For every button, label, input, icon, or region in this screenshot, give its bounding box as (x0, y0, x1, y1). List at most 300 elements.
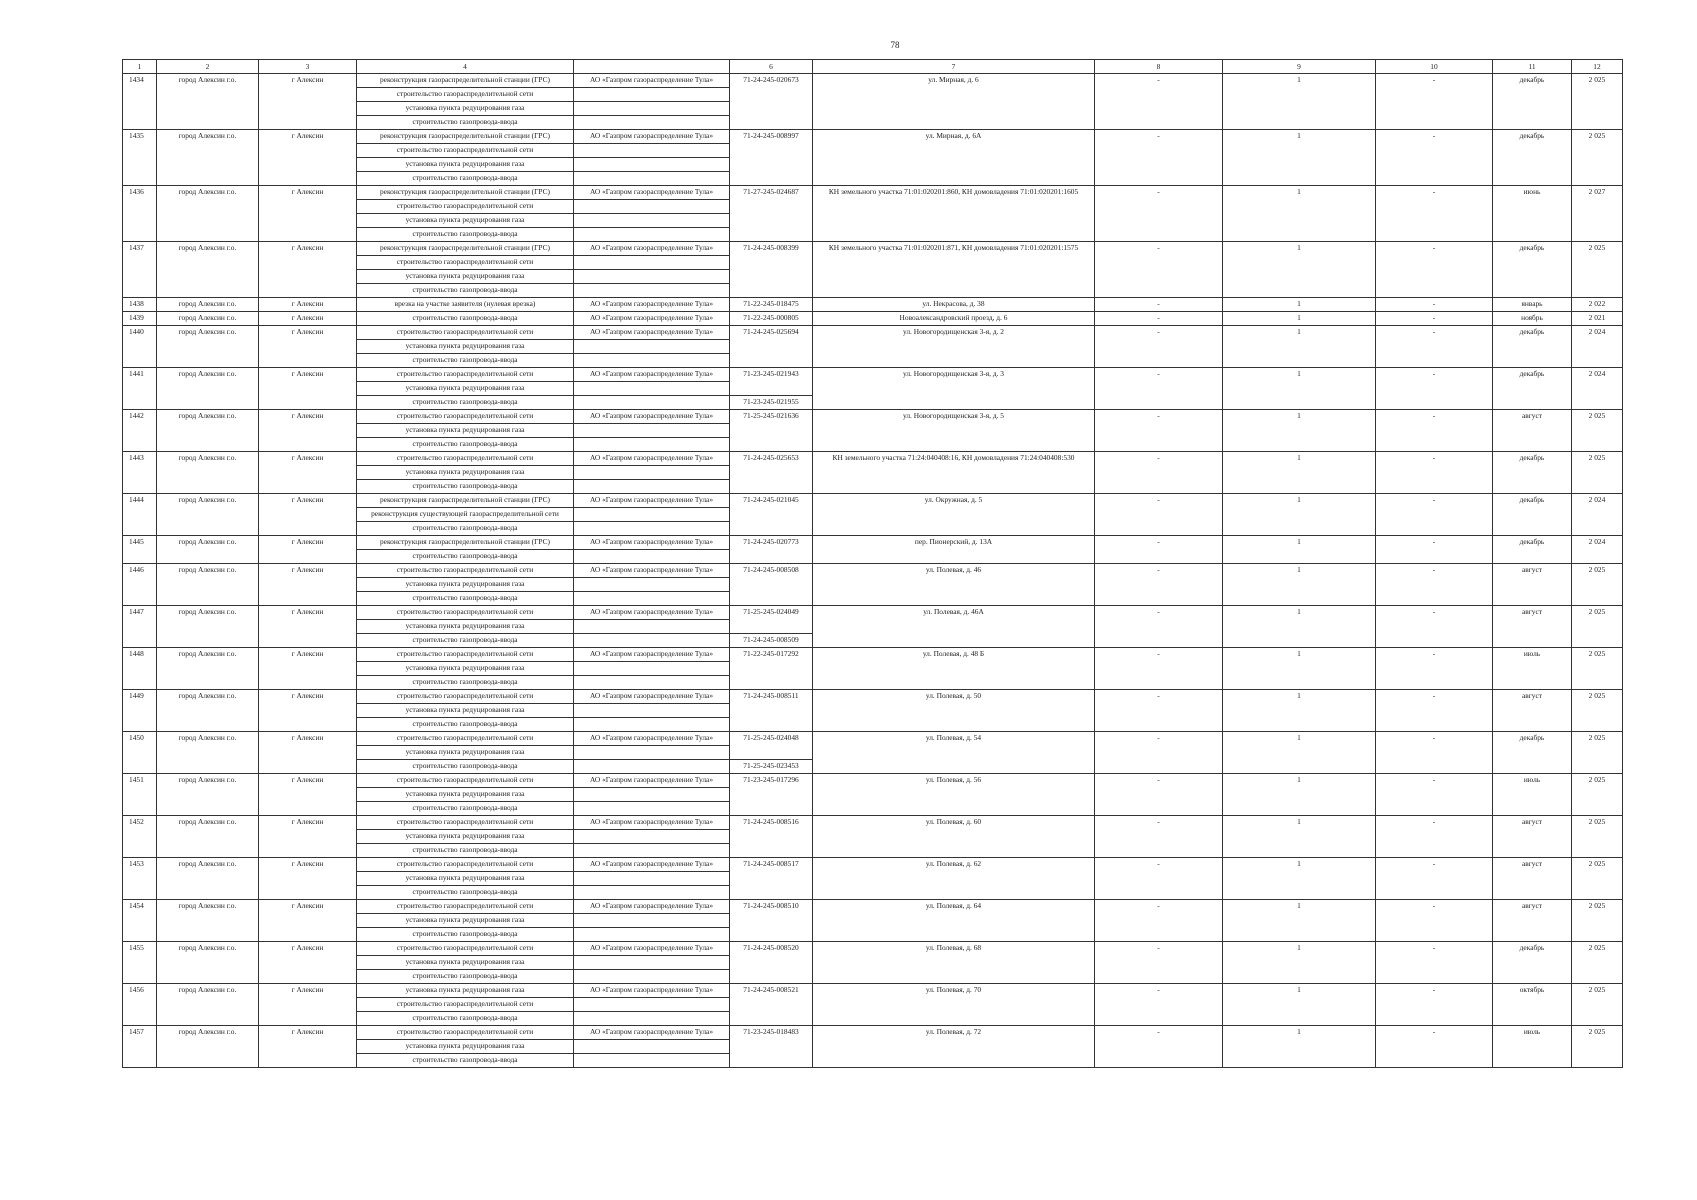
organization-cell: АО «Газпром газораспределение Тула» (574, 368, 730, 382)
organization-cell (574, 116, 730, 130)
column-header: 9 (1223, 60, 1376, 74)
work-type-cell: строительство газораспределительной сети (357, 326, 574, 340)
locality-cell: г Алексин (259, 858, 357, 900)
month-cell: август (1493, 900, 1572, 942)
year-cell: 2 025 (1572, 564, 1623, 606)
organization-cell (574, 102, 730, 116)
row-number: 1442 (123, 410, 157, 452)
locality-cell: г Алексин (259, 564, 357, 606)
column-9-cell: 1 (1223, 368, 1376, 410)
address-cell: ул. Полевая, д. 46А (813, 606, 1095, 648)
work-type-cell: установка пункта редуцирования газа (357, 872, 574, 886)
column-10-cell: - (1376, 326, 1493, 368)
row-number: 1445 (123, 536, 157, 564)
district-cell: город Алексин г.о. (157, 368, 259, 410)
district-cell: город Алексин г.о. (157, 410, 259, 452)
organization-cell (574, 998, 730, 1012)
row-number: 1453 (123, 858, 157, 900)
work-type-cell: строительство газопровода-ввода (357, 522, 574, 536)
column-10-cell: - (1376, 186, 1493, 242)
work-type-cell: установка пункта редуцирования газа (357, 830, 574, 844)
row-number: 1443 (123, 452, 157, 494)
organization-cell (574, 914, 730, 928)
locality-cell: г Алексин (259, 984, 357, 1026)
organization-cell (574, 620, 730, 634)
organization-cell (574, 88, 730, 102)
organization-cell (574, 760, 730, 774)
organization-cell: АО «Газпром газораспределение Тула» (574, 1026, 730, 1040)
work-type-cell: строительство газопровода-ввода (357, 970, 574, 984)
address-cell: Новоалександровский проезд, д. 6 (813, 312, 1095, 326)
work-type-cell: установка пункта редуцирования газа (357, 466, 574, 480)
column-header: 7 (813, 60, 1095, 74)
month-cell: июль (1493, 648, 1572, 690)
organization-cell: АО «Газпром газораспределение Тула» (574, 690, 730, 704)
organization-cell: АО «Газпром газораспределение Тула» (574, 984, 730, 998)
month-cell: август (1493, 690, 1572, 732)
year-cell: 2 025 (1572, 858, 1623, 900)
address-cell: КН земельного участка 71:01:020201:871, КН домовладения 71:01:020201:1575 (813, 242, 1095, 298)
year-cell: 2 025 (1572, 732, 1623, 774)
organization-cell: АО «Газпром газораспределение Тула» (574, 774, 730, 788)
month-cell: август (1493, 858, 1572, 900)
register-body (123, 60, 1623, 1068)
district-cell: город Алексин г.о. (157, 606, 259, 648)
organization-cell (574, 340, 730, 354)
application-code-cell: 71-24-245-008517 (730, 858, 813, 900)
application-code-cell: 71-25-245-021636 (730, 410, 813, 452)
year-cell: 2 025 (1572, 410, 1623, 452)
column-8-cell: - (1095, 452, 1223, 494)
application-code-cell: 71-24-245-008516 (730, 816, 813, 858)
column-10-cell: - (1376, 74, 1493, 130)
work-type-cell: строительство газопровода-ввода (357, 760, 574, 774)
organization-cell (574, 424, 730, 438)
column-9-cell: 1 (1223, 690, 1376, 732)
row-number: 1450 (123, 732, 157, 774)
organization-cell: АО «Газпром газораспределение Тула» (574, 74, 730, 88)
table-row (123, 564, 1623, 578)
address-cell: КН земельного участка 71:24:040408:16, КН домовладения 71:24:040408:530 (813, 452, 1095, 494)
application-code-cell: 71-24-245-020773 (730, 536, 813, 564)
table-row (123, 74, 1623, 88)
organization-cell: АО «Газпром газораспределение Тула» (574, 942, 730, 956)
table-row (123, 690, 1623, 704)
year-cell: 2 025 (1572, 984, 1623, 1026)
organization-cell: АО «Газпром газораспределение Тула» (574, 242, 730, 256)
row-number: 1446 (123, 564, 157, 606)
work-type-cell: строительство газопровода-ввода (357, 1012, 574, 1026)
row-number: 1434 (123, 74, 157, 130)
work-type-cell: установка пункта редуцирования газа (357, 788, 574, 802)
row-number: 1448 (123, 648, 157, 690)
locality-cell: г Алексин (259, 130, 357, 186)
month-cell: октябрь (1493, 984, 1572, 1026)
district-cell: город Алексин г.о. (157, 1026, 259, 1068)
district-cell: город Алексин г.о. (157, 494, 259, 536)
locality-cell: г Алексин (259, 816, 357, 858)
register-table (122, 59, 1623, 1068)
month-cell: август (1493, 606, 1572, 648)
column-8-cell: - (1095, 984, 1223, 1026)
organization-cell (574, 396, 730, 410)
organization-cell (574, 746, 730, 760)
work-type-cell: строительство газораспределительной сети (357, 606, 574, 620)
district-cell: город Алексин г.о. (157, 186, 259, 242)
table-row (123, 494, 1623, 508)
column-8-cell: - (1095, 312, 1223, 326)
district-cell: город Алексин г.о. (157, 774, 259, 816)
organization-cell: АО «Газпром газораспределение Тула» (574, 410, 730, 424)
column-8-cell: - (1095, 74, 1223, 130)
year-cell: 2 025 (1572, 900, 1623, 942)
month-cell: август (1493, 816, 1572, 858)
work-type-cell: реконструкция газораспределительной станции (ГРС) (357, 242, 574, 256)
address-cell: ул. Полевая, д. 48 Б (813, 648, 1095, 690)
work-type-cell: строительство газопровода-ввода (357, 396, 574, 410)
work-type-cell: установка пункта редуцирования газа (357, 424, 574, 438)
column-9-cell: 1 (1223, 494, 1376, 536)
district-cell: город Алексин г.о. (157, 816, 259, 858)
organization-cell (574, 578, 730, 592)
application-code-cell: 71-23-245-021943 (730, 368, 813, 396)
work-type-cell: строительство газопровода-ввода (357, 550, 574, 564)
application-code-cell: 71-24-245-008399 (730, 242, 813, 298)
work-type-cell: реконструкция существующей газораспределительной сети (357, 508, 574, 522)
district-cell: город Алексин г.о. (157, 648, 259, 690)
work-type-cell: строительство газопровода-ввода (357, 312, 574, 326)
column-9-cell: 1 (1223, 732, 1376, 774)
year-cell: 2 025 (1572, 130, 1623, 186)
application-code-cell: 71-24-245-008521 (730, 984, 813, 1026)
column-9-cell: 1 (1223, 74, 1376, 130)
row-number: 1452 (123, 816, 157, 858)
organization-cell (574, 844, 730, 858)
column-9-cell: 1 (1223, 452, 1376, 494)
locality-cell: г Алексин (259, 942, 357, 984)
locality-cell: г Алексин (259, 648, 357, 690)
column-10-cell: - (1376, 312, 1493, 326)
year-cell: 2 025 (1572, 74, 1623, 130)
locality-cell: г Алексин (259, 74, 357, 130)
column-header (574, 60, 730, 74)
work-type-cell: установка пункта редуцирования газа (357, 704, 574, 718)
district-cell: город Алексин г.о. (157, 74, 259, 130)
month-cell: ноябрь (1493, 312, 1572, 326)
work-type-cell: строительство газопровода-ввода (357, 284, 574, 298)
organization-cell (574, 438, 730, 452)
work-type-cell: строительство газораспределительной сети (357, 452, 574, 466)
column-header: 12 (1572, 60, 1623, 74)
work-type-cell: строительство газопровода-ввода (357, 634, 574, 648)
organization-cell: АО «Газпром газораспределение Тула» (574, 298, 730, 312)
application-code-cell: 71-22-245-000805 (730, 312, 813, 326)
organization-cell: АО «Газпром газораспределение Тула» (574, 564, 730, 578)
column-8-cell: - (1095, 606, 1223, 648)
month-cell: декабрь (1493, 368, 1572, 410)
work-type-cell: строительство газораспределительной сети (357, 648, 574, 662)
table-row (123, 774, 1623, 788)
address-cell: ул. Некрасова, д. 38 (813, 298, 1095, 312)
organization-cell (574, 676, 730, 690)
work-type-cell: установка пункта редуцирования газа (357, 382, 574, 396)
work-type-cell: реконструкция газораспределительной станции (ГРС) (357, 130, 574, 144)
column-header: 11 (1493, 60, 1572, 74)
row-number: 1439 (123, 312, 157, 326)
year-cell: 2 022 (1572, 298, 1623, 312)
year-cell: 2 024 (1572, 326, 1623, 368)
column-9-cell: 1 (1223, 130, 1376, 186)
work-type-cell: строительство газораспределительной сети (357, 88, 574, 102)
organization-cell (574, 550, 730, 564)
table-row (123, 312, 1623, 326)
column-header: 8 (1095, 60, 1223, 74)
column-10-cell: - (1376, 816, 1493, 858)
column-10-cell: - (1376, 690, 1493, 732)
table-row (123, 816, 1623, 830)
work-type-cell: строительство газопровода-ввода (357, 676, 574, 690)
address-cell: ул. Мирная, д. 6 (813, 74, 1095, 130)
table-row (123, 368, 1623, 382)
work-type-cell: установка пункта редуцирования газа (357, 620, 574, 634)
organization-cell (574, 928, 730, 942)
column-8-cell: - (1095, 942, 1223, 984)
locality-cell: г Алексин (259, 900, 357, 942)
column-10-cell: - (1376, 494, 1493, 536)
work-type-cell: строительство газораспределительной сети (357, 998, 574, 1012)
work-type-cell: строительство газораспределительной сети (357, 816, 574, 830)
month-cell: июль (1493, 774, 1572, 816)
district-cell: город Алексин г.о. (157, 942, 259, 984)
organization-cell (574, 1054, 730, 1068)
organization-cell (574, 872, 730, 886)
year-cell: 2 025 (1572, 242, 1623, 298)
column-header: 2 (157, 60, 259, 74)
locality-cell: г Алексин (259, 186, 357, 242)
column-9-cell: 1 (1223, 942, 1376, 984)
organization-cell (574, 634, 730, 648)
work-type-cell: строительство газопровода-ввода (357, 802, 574, 816)
address-cell: ул. Полевая, д. 60 (813, 816, 1095, 858)
locality-cell: г Алексин (259, 368, 357, 410)
district-cell: город Алексин г.о. (157, 130, 259, 186)
application-code-cell: 71-22-245-018475 (730, 298, 813, 312)
year-cell: 2 024 (1572, 536, 1623, 564)
organization-cell (574, 970, 730, 984)
column-header: 1 (123, 60, 157, 74)
column-10-cell: - (1376, 606, 1493, 648)
row-number: 1447 (123, 606, 157, 648)
organization-cell (574, 284, 730, 298)
year-cell: 2 024 (1572, 494, 1623, 536)
application-code-cell: 71-27-245-024687 (730, 186, 813, 242)
district-cell: город Алексин г.о. (157, 984, 259, 1026)
column-8-cell: - (1095, 536, 1223, 564)
district-cell: город Алексин г.о. (157, 858, 259, 900)
organization-cell: АО «Газпром газораспределение Тула» (574, 816, 730, 830)
table-row (123, 452, 1623, 466)
locality-cell: г Алексин (259, 606, 357, 648)
application-code-cell: 71-22-245-017292 (730, 648, 813, 690)
address-cell: ул. Новогородищенская 3-я, д. 5 (813, 410, 1095, 452)
column-10-cell: - (1376, 452, 1493, 494)
address-cell: ул. Полевая, д. 70 (813, 984, 1095, 1026)
column-10-cell: - (1376, 942, 1493, 984)
work-type-cell: установка пункта редуцирования газа (357, 340, 574, 354)
organization-cell (574, 480, 730, 494)
column-8-cell: - (1095, 732, 1223, 774)
year-cell: 2 025 (1572, 648, 1623, 690)
month-cell: июнь (1493, 186, 1572, 242)
column-10-cell: - (1376, 984, 1493, 1026)
work-type-cell: врезка на участке заявителя (нулевая врезка) (357, 298, 574, 312)
table-row (123, 984, 1623, 998)
organization-cell (574, 228, 730, 242)
work-type-cell: строительство газораспределительной сети (357, 690, 574, 704)
organization-cell: АО «Газпром газораспределение Тула» (574, 452, 730, 466)
locality-cell: г Алексин (259, 494, 357, 536)
row-number: 1436 (123, 186, 157, 242)
application-code-cell: 71-24-245-008509 (730, 634, 813, 648)
application-code-cell: 71-24-245-008511 (730, 690, 813, 732)
column-header: 6 (730, 60, 813, 74)
column-9-cell: 1 (1223, 606, 1376, 648)
column-10-cell: - (1376, 858, 1493, 900)
application-code-cell: 71-23-245-017296 (730, 774, 813, 816)
work-type-cell: строительство газопровода-ввода (357, 844, 574, 858)
work-type-cell: установка пункта редуцирования газа (357, 158, 574, 172)
organization-cell: АО «Газпром газораспределение Тула» (574, 536, 730, 550)
column-10-cell: - (1376, 298, 1493, 312)
address-cell: ул. Новогородищенская 3-я, д. 2 (813, 326, 1095, 368)
organization-cell (574, 382, 730, 396)
month-cell: декабрь (1493, 452, 1572, 494)
work-type-cell: строительство газораспределительной сети (357, 900, 574, 914)
month-cell: декабрь (1493, 242, 1572, 298)
column-9-cell: 1 (1223, 774, 1376, 816)
organization-cell (574, 270, 730, 284)
address-cell: ул. Полевая, д. 54 (813, 732, 1095, 774)
organization-cell (574, 886, 730, 900)
work-type-cell: установка пункта редуцирования газа (357, 578, 574, 592)
column-9-cell: 1 (1223, 326, 1376, 368)
row-number: 1456 (123, 984, 157, 1026)
district-cell: город Алексин г.о. (157, 312, 259, 326)
organization-cell (574, 802, 730, 816)
column-8-cell: - (1095, 690, 1223, 732)
row-number: 1449 (123, 690, 157, 732)
row-number: 1438 (123, 298, 157, 312)
column-9-cell: 1 (1223, 564, 1376, 606)
column-9-cell: 1 (1223, 410, 1376, 452)
application-code-cell: 71-25-245-024048 (730, 732, 813, 760)
column-header: 10 (1376, 60, 1493, 74)
work-type-cell: строительство газораспределительной сети (357, 200, 574, 214)
column-8-cell: - (1095, 410, 1223, 452)
organization-cell (574, 144, 730, 158)
table-row (123, 1026, 1623, 1040)
column-10-cell: - (1376, 900, 1493, 942)
column-8-cell: - (1095, 816, 1223, 858)
row-number: 1440 (123, 326, 157, 368)
year-cell: 2 025 (1572, 452, 1623, 494)
organization-cell (574, 788, 730, 802)
column-9-cell: 1 (1223, 648, 1376, 690)
application-code-cell: 71-24-245-008508 (730, 564, 813, 606)
work-type-cell: строительство газопровода-ввода (357, 438, 574, 452)
address-cell: ул. Полевая, д. 72 (813, 1026, 1095, 1068)
locality-cell: г Алексин (259, 690, 357, 732)
application-code-cell: 71-24-245-025694 (730, 326, 813, 368)
work-type-cell: установка пункта редуцирования газа (357, 956, 574, 970)
organization-cell: АО «Газпром газораспределение Тула» (574, 858, 730, 872)
column-number-row (123, 60, 1623, 74)
work-type-cell: строительство газопровода-ввода (357, 592, 574, 606)
organization-cell (574, 1040, 730, 1054)
column-header: 4 (357, 60, 574, 74)
column-10-cell: - (1376, 1026, 1493, 1068)
column-8-cell: - (1095, 858, 1223, 900)
application-code-cell: 71-24-245-008510 (730, 900, 813, 942)
district-cell: город Алексин г.о. (157, 298, 259, 312)
address-cell: ул. Мирная, д. 6А (813, 130, 1095, 186)
address-cell: КН земельного участка 71:01:020201:860, КН домовладения 71:01:020201:1605 (813, 186, 1095, 242)
year-cell: 2 025 (1572, 774, 1623, 816)
work-type-cell: установка пункта редуцирования газа (357, 914, 574, 928)
column-9-cell: 1 (1223, 312, 1376, 326)
work-type-cell: строительство газопровода-ввода (357, 116, 574, 130)
district-cell: город Алексин г.о. (157, 732, 259, 774)
table-row (123, 186, 1623, 200)
work-type-cell: установка пункта редуцирования газа (357, 984, 574, 998)
district-cell: город Алексин г.о. (157, 452, 259, 494)
column-8-cell: - (1095, 774, 1223, 816)
organization-cell: АО «Газпром газораспределение Тула» (574, 494, 730, 508)
table-row (123, 242, 1623, 256)
table-row (123, 606, 1623, 620)
work-type-cell: строительство газопровода-ввода (357, 886, 574, 900)
work-type-cell: строительство газопровода-ввода (357, 1054, 574, 1068)
work-type-cell: строительство газопровода-ввода (357, 228, 574, 242)
work-type-cell: установка пункта редуцирования газа (357, 214, 574, 228)
organization-cell (574, 592, 730, 606)
locality-cell: г Алексин (259, 326, 357, 368)
column-10-cell: - (1376, 774, 1493, 816)
address-cell: ул. Полевая, д. 64 (813, 900, 1095, 942)
work-type-cell: установка пункта редуцирования газа (357, 746, 574, 760)
column-8-cell: - (1095, 494, 1223, 536)
column-8-cell: - (1095, 900, 1223, 942)
column-9-cell: 1 (1223, 298, 1376, 312)
address-cell: ул. Полевая, д. 56 (813, 774, 1095, 816)
organization-cell (574, 200, 730, 214)
work-type-cell: строительство газораспределительной сети (357, 564, 574, 578)
organization-cell (574, 158, 730, 172)
table-row (123, 326, 1623, 340)
column-8-cell: - (1095, 648, 1223, 690)
table-row (123, 858, 1623, 872)
work-type-cell: установка пункта редуцирования газа (357, 102, 574, 116)
application-code-cell: 71-23-245-018483 (730, 1026, 813, 1068)
column-10-cell: - (1376, 732, 1493, 774)
organization-cell: АО «Газпром газораспределение Тула» (574, 312, 730, 326)
organization-cell: АО «Газпром газораспределение Тула» (574, 326, 730, 340)
work-type-cell: строительство газораспределительной сети (357, 144, 574, 158)
column-8-cell: - (1095, 1026, 1223, 1068)
table-row (123, 942, 1623, 956)
work-type-cell: строительство газораспределительной сети (357, 256, 574, 270)
organization-cell: АО «Газпром газораспределение Тула» (574, 648, 730, 662)
